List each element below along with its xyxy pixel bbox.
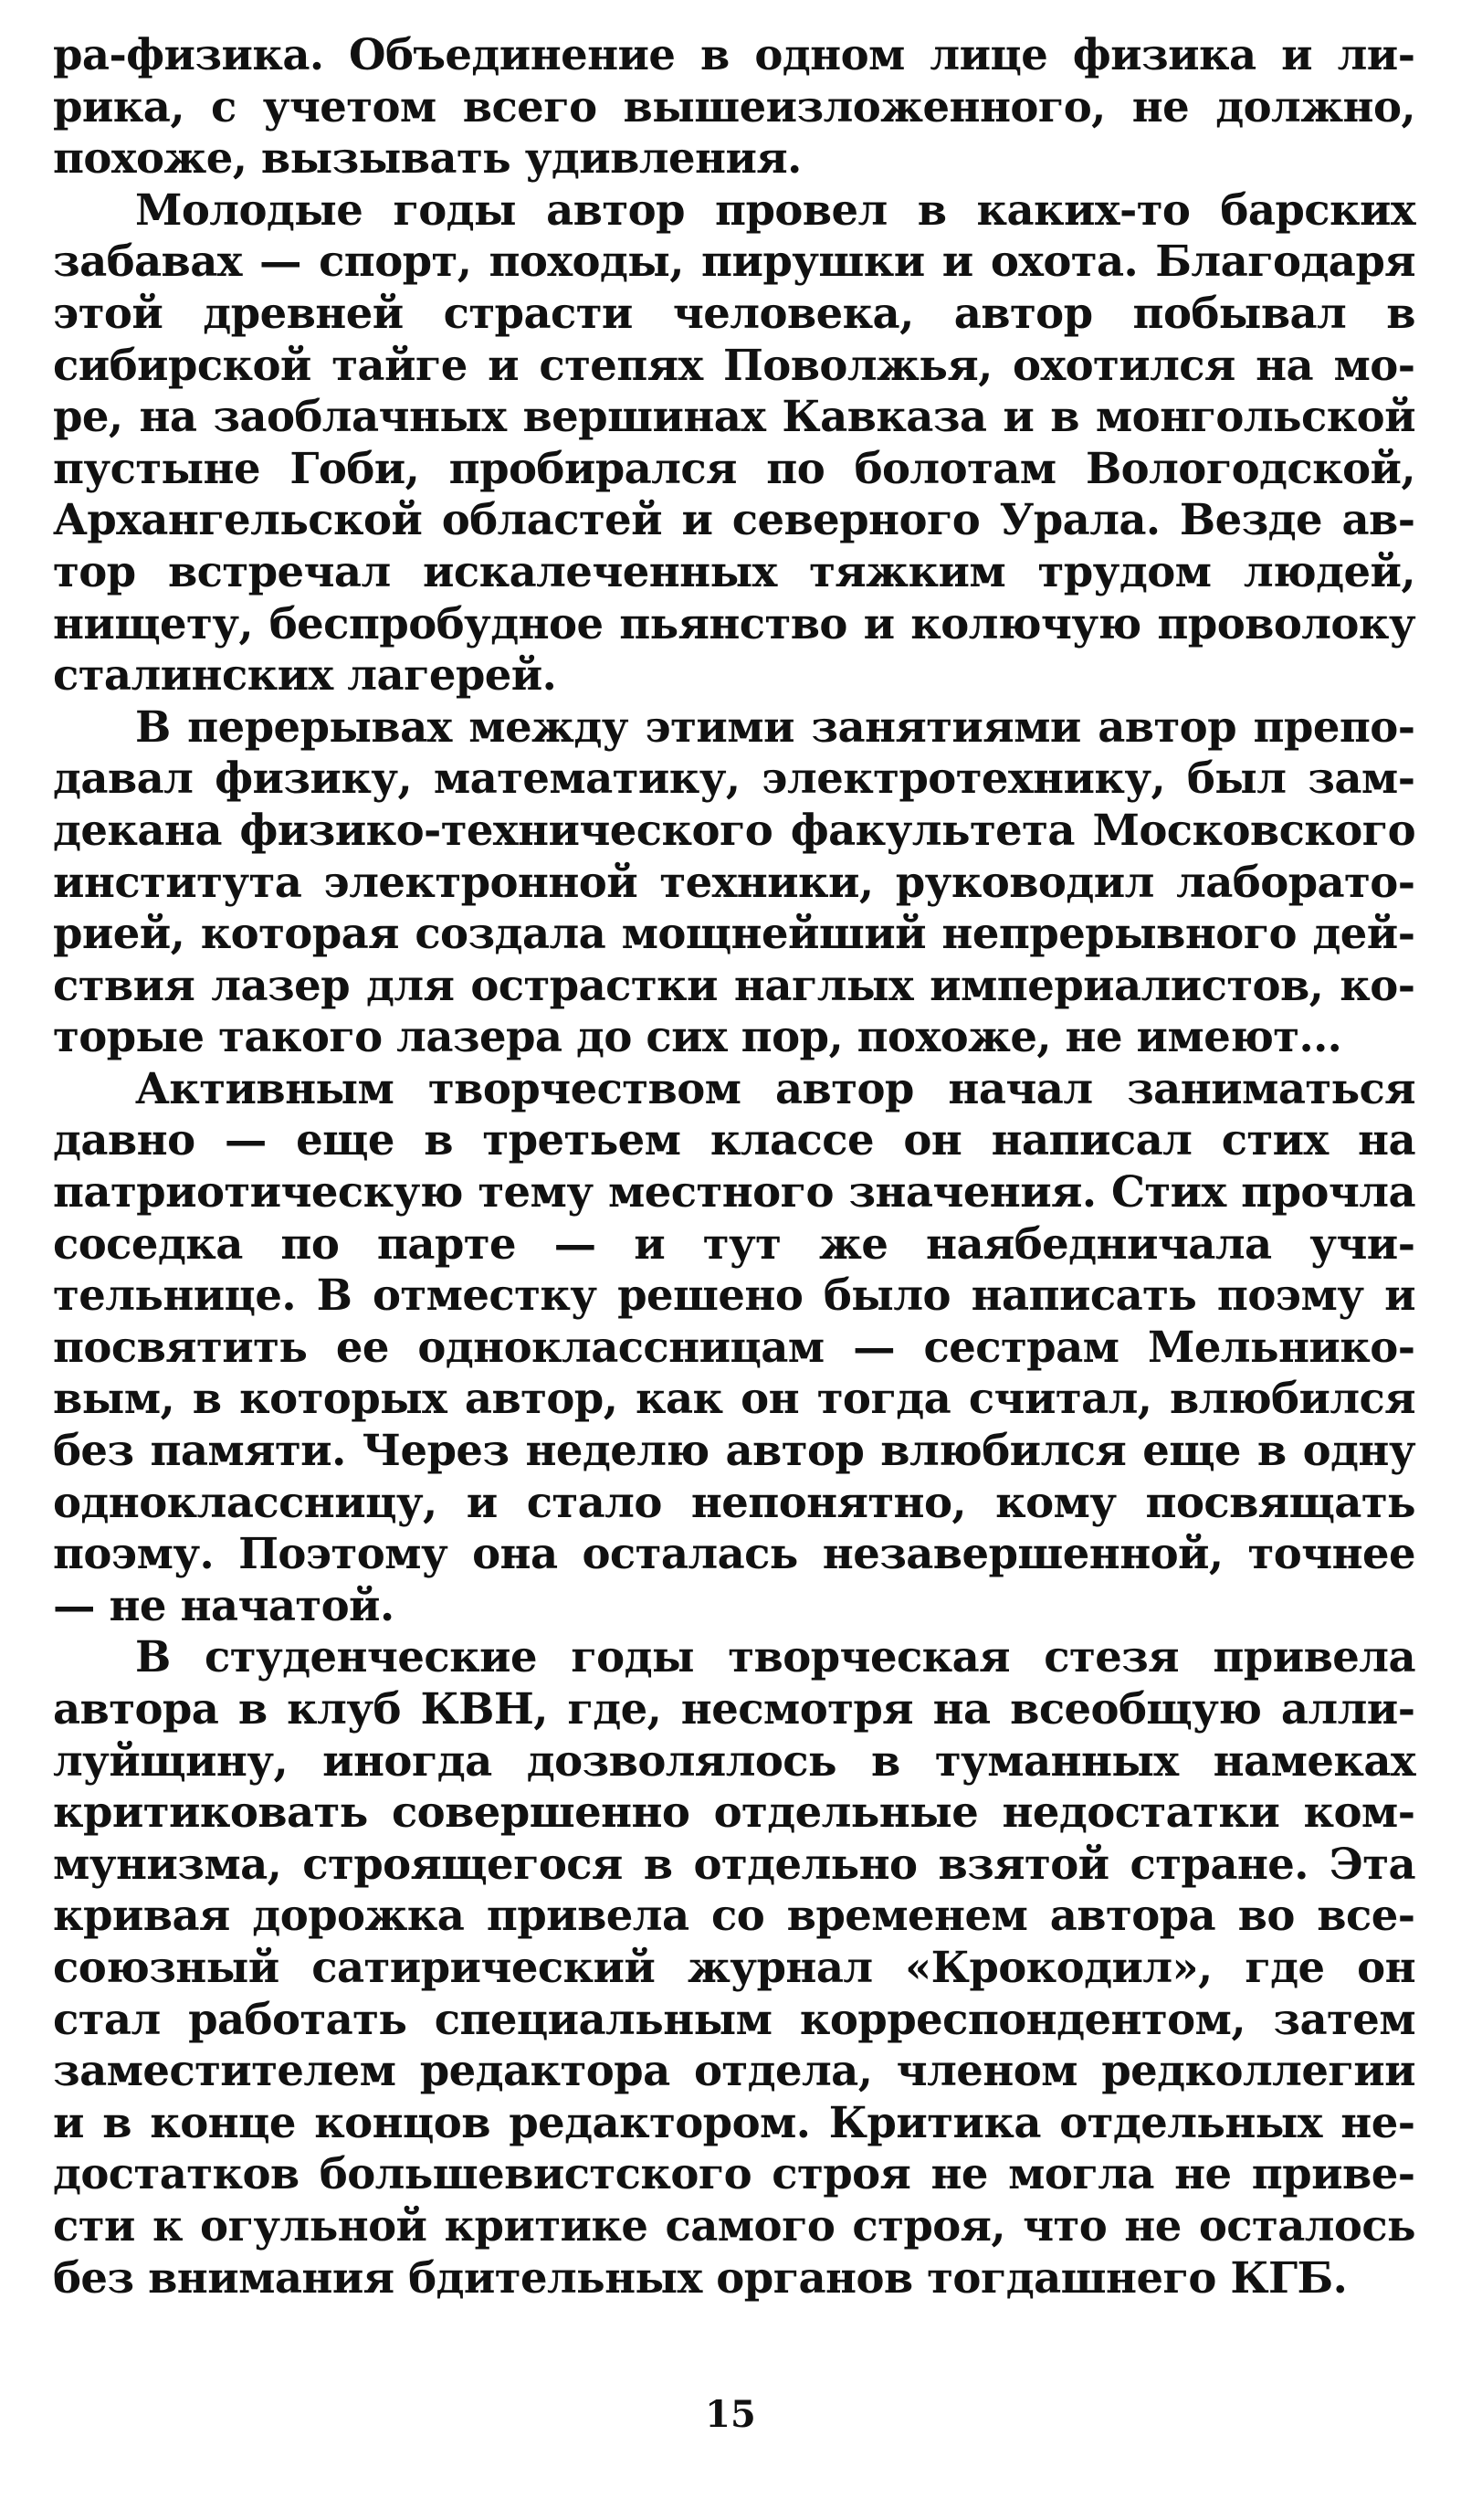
- page-body: [53, 29, 1415, 2304]
- page-number: 15: [705, 2393, 756, 2436]
- paragraph-student-years: В студенческие годы творческая стезя привела автора в клуб КВН, где, несмотря на всеобщую аллилуйщину, иногда дозволялось в туманных намеках критиковать совершенно отдельные недостатки коммунизма, строящегося в отдельно взятой стране. Эта кривая дорожка привела со временем автора во всесоюзный сатирический журнал «Крокодил», где он стал работать специальным корреспондентом, затем заместителем редактора отдела, членом редколлегии и в конце концов редактором. Критика отдельных недостатков большевистского строя не могла не привести к огульной критике самого строя, что не осталось без внимания бдительных органов тогдашнего КГБ.: [53, 1631, 1415, 2303]
- paragraph-creativity: Активным творчеством автор начал заниматься давно — еще в третьем классе он написал стих на патриотическую тему местного значения. Стих прочла соседка по парте — и тут же наябедничала учительнице. В отместку решено было написать поэму и посвятить ее одноклассницам — сестрам Мельниковым, в которых автор, как он тогда считал, влюбился без памяти. Через неделю автор влюбился еще в одну одноклассницу, и стало непонятно, кому посвящать поэму. Поэтому она осталась незавершенной, точнее — не начатой.: [53, 1062, 1415, 1630]
- paragraph-teaching: В перерывах между этими занятиями автор преподавал физику, математику, электротехнику, был замдекана физико-технического факультета Московского института электронной техники, руководил лабораторией, которая создала мощнейший непрерывного действия лазер для острастки наглых империалистов, которые такого лазера до сих пор, похоже, не имеют...: [53, 701, 1415, 1062]
- paragraph-continuation: ра-физика. Объединение в одном лице физика и лирика, с учетом всего вышеизложенного, не должно, похоже, вызывать удивления.: [53, 29, 1415, 184]
- paragraph-youth: Молодые годы автор провел в каких-то барских забавах — спорт, походы, пирушки и охота. Благодаря этой древней страсти человека, автор побывал в сибирской тайге и степях Поволжья, охотился на море, на заоблачных вершинах Кавказа и в монгольской пустыне Гоби, пробирался по болотам Вологодской, Архангельской областей и северного Урала. Везде автор встречал искалеченных тяжким трудом людей, нищету, беспробудное пьянство и колючую проволоку сталинских лагерей.: [53, 184, 1415, 701]
